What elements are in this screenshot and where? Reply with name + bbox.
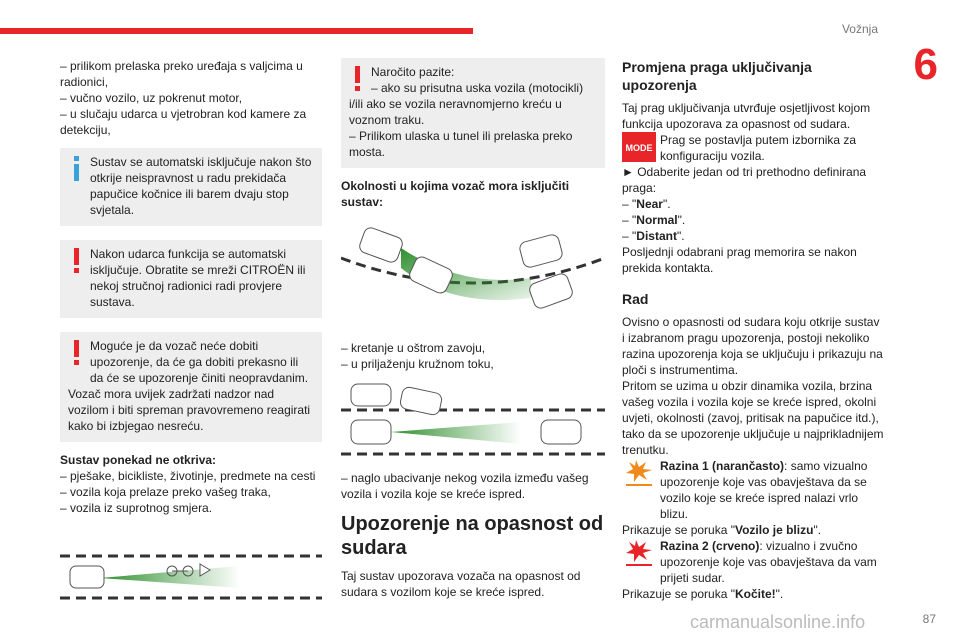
text-line: – prilikom prelaska preko uređaja s valjcima u radionici, bbox=[60, 59, 303, 89]
chapter-number: 6 bbox=[913, 40, 938, 89]
warning-box bbox=[341, 58, 605, 168]
paragraph: Ovisno o opasnosti od sudara koju otkrije sustav i izabranom pragu upozorenja, postoji nekoliko razina upozorenja koja se uključuju i prikazuju na ploči s instrumentima. bbox=[622, 315, 883, 377]
cut-in-illustration bbox=[341, 380, 605, 458]
watermark: carmanualsonline.info bbox=[690, 612, 866, 632]
mode-label: MODE bbox=[625, 143, 653, 153]
collision-orange-icon bbox=[622, 458, 656, 488]
list-item: – u priljaženju kružnom toku, bbox=[341, 357, 494, 371]
column-1 bbox=[60, 58, 322, 614]
mode-line bbox=[622, 132, 884, 164]
sub-heading: Okolnosti u kojima vozač mora isključiti sustav: bbox=[341, 179, 570, 209]
column-3 bbox=[622, 58, 884, 602]
message-line: Prikazuje se poruka "Vozilo je blizu". bbox=[622, 523, 822, 537]
paragraph: Taj sustav upozorava vozača na opasnost od sudara s vozilom koje se kreće ispred. bbox=[341, 569, 581, 599]
level-1-title: Razina 1 (narančasto) bbox=[660, 459, 785, 473]
message-line: Prikazuje se poruka "Kočite!". bbox=[622, 587, 784, 601]
info-box bbox=[60, 148, 322, 226]
level-1-line bbox=[622, 458, 884, 522]
mode-text: Prag se postavlja putem izbornika za konfiguraciju vozila. bbox=[660, 133, 857, 163]
warning-box bbox=[60, 240, 322, 318]
curve-illustration bbox=[341, 218, 605, 328]
text-line: – vučno vozilo, uz pokrenut motor, bbox=[60, 91, 243, 105]
sub-heading: Sustav ponekad ne otkriva: bbox=[60, 453, 217, 467]
level-1-text: : samo vizualno upozorenje koje vas obavještava da se vozilo koje se kreće ispred nalazi vrlo blizu. bbox=[660, 459, 868, 521]
section-heading: Promjena praga uključivanja upozorenja bbox=[622, 59, 812, 93]
paragraph: Taj prag uključivanja utvrđuje osjetljivost kojom funkcija upozorava za opasnost od sudara. bbox=[622, 101, 871, 131]
level-2-line bbox=[622, 538, 884, 586]
section-heading: Rad bbox=[622, 291, 649, 307]
warning-icon bbox=[70, 248, 84, 274]
text-line: – u slučaju udarca u vjetrobran kod kamere za detekciju, bbox=[60, 107, 307, 137]
paragraph: Pritom se uzima u obzir dinamika vozila, brzina vašeg vozila i vozila koje se kreće ispred, okolni uvjeti, okolnosti (zavoj, pritisak na papučice itd.), tako da se upozorenje uključuje u najprikladnijem trenutku. bbox=[622, 379, 884, 457]
cyclist-illustration bbox=[60, 542, 322, 602]
info-icon bbox=[70, 156, 84, 182]
option-item: – "Distant". bbox=[622, 229, 685, 243]
warning-text: Moguće je da vozač neće dobiti upozorenje, da će ga dobiti prekasno ili da će se upozorenje činiti neopravdanim. bbox=[90, 339, 309, 385]
level-2-title: Razina 2 (crveno) bbox=[660, 539, 760, 553]
mode-icon bbox=[622, 132, 656, 162]
list-item: – vozila iz suprotnog smjera. bbox=[60, 501, 213, 515]
header-red-bar bbox=[0, 28, 473, 34]
list-item: – kretanje u oštrom zavoju, bbox=[341, 341, 486, 355]
paragraph: ► Odaberite jedan od tri prethodno definirana praga: bbox=[622, 165, 867, 195]
list-item: – pješake, bicikliste, životinje, predmete na cesti bbox=[60, 469, 316, 483]
column-2 bbox=[341, 58, 605, 600]
warning-icon bbox=[351, 66, 365, 92]
warning-box bbox=[60, 332, 322, 442]
info-text: Sustav se automatski isključuje nakon što otkrije neispravnost u radu prekidača papučice kočnice ili barem dvaju stop svjetala. bbox=[90, 155, 312, 217]
list-item: – naglo ubacivanje nekog vozila između vašeg vozila i vozila koje se kreće ispred. bbox=[341, 471, 589, 501]
warning-text: – Prilikom ulaska u tunel ili prelaska preko mosta. bbox=[349, 129, 573, 159]
warning-text: Vozač mora uvijek zadržati nadzor nad vozilom i biti spreman pravovremeno reagirati kako bi izbjegao nesreću. bbox=[68, 387, 311, 433]
section-heading: Upozorenje na opasnost od sudara bbox=[341, 513, 604, 559]
paragraph: Posljednji odabrani prag memorira se nakon prekida kontakta. bbox=[622, 245, 857, 275]
level-2-text: : vizualno i zvučno upozorenje koje vas obavještava da vam prijeti sudar. bbox=[660, 539, 877, 585]
option-item: – "Near". bbox=[622, 197, 671, 211]
page-number: 87 bbox=[922, 612, 936, 626]
list-item: – vozila koja prelaze preko vašeg traka, bbox=[60, 485, 271, 499]
warning-title: Naročito pazite: bbox=[371, 65, 455, 79]
warning-icon bbox=[70, 340, 84, 366]
option-item: – "Normal". bbox=[622, 213, 686, 227]
section-title: Vožnja bbox=[841, 22, 878, 36]
collision-red-icon bbox=[622, 538, 656, 568]
warning-text: Nakon udarca funkcija se automatski isključuje. Obratite se mreži CITROËN ili nekoj stručnoj radionici radi provjere sustava. bbox=[90, 247, 306, 309]
warning-text: – ako su prisutna uska vozila (motocikli) i/ili ako se vozila neravnomjerno kreću u voznom traku. bbox=[349, 81, 584, 127]
